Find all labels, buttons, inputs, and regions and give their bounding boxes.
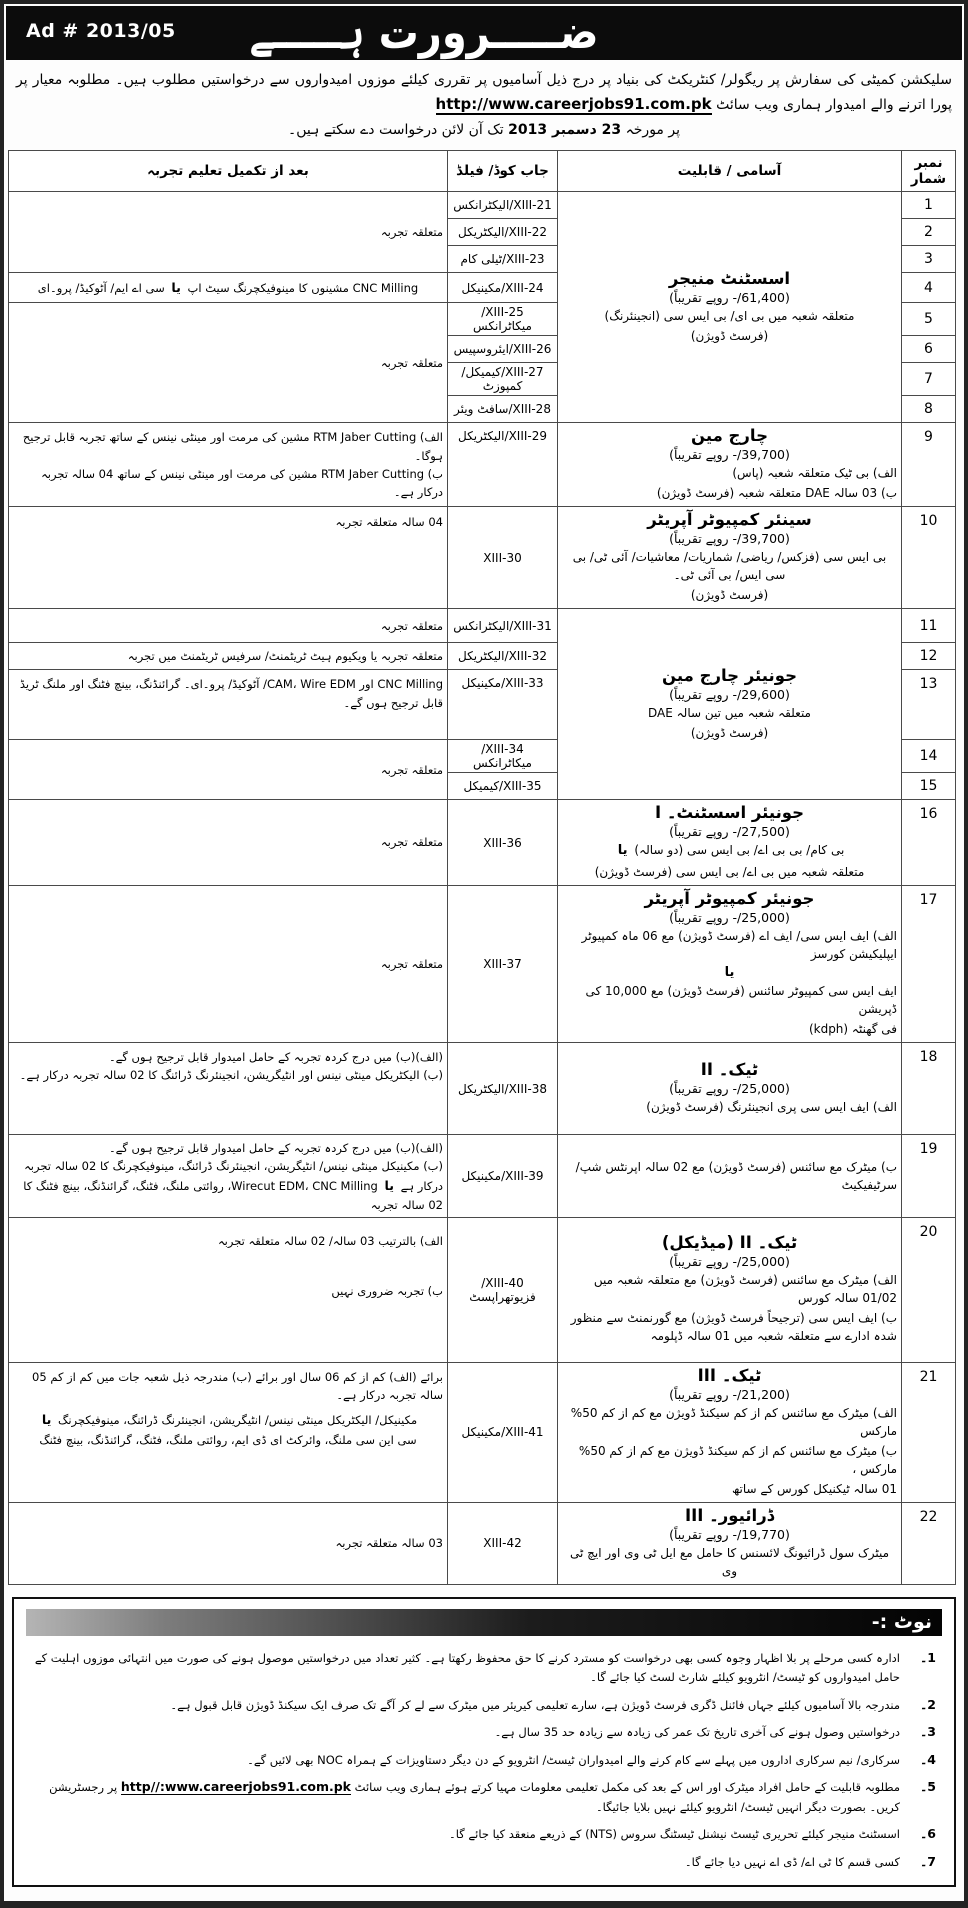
position-cell-tech-3 <box>558 1362 902 1502</box>
table-row <box>9 192 956 219</box>
experience-text: ب) RTM Jaber Cutting مشین کی مرمت اور مینٹی نینس کے ساتھ 04 سالہ تجربہ درکار ہے۔ <box>41 467 443 500</box>
serial-cell: 11 <box>902 609 956 643</box>
note-text: درخواستیں وصول ہونے کی آخری تاریخ تک عمر کی زیادہ سے زیادہ حد 35 سال ہے۔ <box>494 1725 900 1740</box>
position-title: اسسٹنٹ منیجر <box>668 268 791 288</box>
header-bar <box>6 6 962 60</box>
serial-cell: 18 <box>902 1043 956 1135</box>
serial-cell: 5 <box>902 303 956 336</box>
table-row <box>9 1502 956 1584</box>
note-text: کسی قسم کا ٹی اے/ ڈی اے نہیں دیا جائے گا۔ <box>684 1854 900 1869</box>
position-qualification: متعلقہ شعبہ میں بی اے/ بی ایس سی (فرسٹ ڈویژن) <box>594 865 865 880</box>
experience-cell: متعلقہ تجربہ یا ویکیوم ہیٹ ٹریٹمنٹ/ سرفیس ٹریٹمنٹ میں تجربہ <box>9 643 448 670</box>
note-number: 6۔ <box>919 1826 936 1842</box>
website-link[interactable]: http://www.careerjobs91.com.pk <box>435 95 712 114</box>
serial-cell: 3 <box>902 246 956 273</box>
serial-cell: 10 <box>902 507 956 609</box>
job-code-cell: XIII-25/میکاٹرانکس <box>448 303 558 336</box>
position-cell-junior-charge-man <box>558 609 902 800</box>
note-item <box>14 1691 954 1719</box>
job-code-cell: XIII-35/کیمیکل <box>448 773 558 800</box>
column-header-code: جاب کوڈ/ فیلڈ <box>448 151 558 192</box>
position-salary: (39,700/- روپے تقریباً) <box>669 531 790 547</box>
or-word: یا <box>617 843 628 859</box>
serial-cell: 16 <box>902 800 956 886</box>
note-item <box>14 1848 954 1876</box>
experience-cell: متعلقہ تجربہ <box>9 303 448 423</box>
serial-cell: 12 <box>902 643 956 670</box>
deadline-date: 23 دسمبر 2013 <box>508 122 622 139</box>
job-code-cell: XIII-40/فزیوتھراپسٹ <box>448 1217 558 1362</box>
position-salary: (19,770/- روپے تقریباً) <box>669 1526 790 1542</box>
jobs-table <box>8 150 956 1584</box>
position-title: سینئر کمپیوٹر آپریٹر <box>647 510 812 530</box>
position-salary: (27,500/- روپے تقریباً) <box>669 824 790 840</box>
note-text-fragment: مطلوبہ قابلیت کے حامل افراد میٹرک اور اس کے بعد کی مکمل تعلیمی معلومات مہیا کرتے ہوئے ہماری ویب سائٹ <box>354 1780 900 1795</box>
serial-cell: 4 <box>902 273 956 303</box>
position-qualification: الف) بی ٹیک متعلقہ شعبہ (پاس) <box>732 466 897 481</box>
registration-website-link[interactable]: http//:www.careerjobs91.com.pk <box>120 1779 351 1795</box>
position-qualification: فی گھنٹہ (kdph) <box>808 1022 897 1037</box>
table-row <box>9 800 956 886</box>
position-division: (فرسٹ ڈویژن) <box>690 328 769 343</box>
experience-cell <box>9 1043 448 1135</box>
note-number: 1۔ <box>919 1649 936 1665</box>
experience-fragment: (ب) مکینیکل مینٹی نینس/ انٹیگریشن، انجینئرنگ ڈرائنگ، مینوفیکچرنگ کا 02 سالہ تجربہ درکار ہے <box>24 1159 443 1193</box>
serial-cell: 6 <box>902 336 956 363</box>
ad-number: Ad # 2013/05 <box>26 20 176 42</box>
experience-text: الف) بالترتیب 03 سالہ/ 02 سالہ متعلقہ تجربہ <box>217 1233 443 1248</box>
job-code-cell: XIII-21/الیکٹرانکس <box>448 192 558 219</box>
position-title: ڈرائیور۔ III <box>684 1505 775 1525</box>
experience-cell <box>9 1217 448 1362</box>
position-cell-tech-2-medical <box>558 1217 902 1362</box>
table-row <box>9 1362 956 1502</box>
position-qualification: متعلقہ شعبہ میں بی ای/ بی ایس سی (انجینئرنگ) <box>604 308 855 323</box>
position-qualification: ب) 03 سالہ DAE متعلقہ شعبہ (فرسٹ ڈویژن) <box>656 486 897 501</box>
position-qualification: ب) ایف ایس سی (ترجیحاً فرسٹ ڈویژن) مع گورنمنٹ سے منظور شدہ ادارے سے متعلقہ شعبہ میں 01 سالہ ڈپلومہ <box>570 1311 897 1343</box>
job-code-cell: XIII-38/الیکٹریکل <box>448 1043 558 1135</box>
experience-text: (ب) الیکٹریکل مینٹی نینس اور انٹیگریشن، انجینئرنگ ڈرائنگ کا 02 سالہ تجربہ درکار ہے۔ <box>19 1068 443 1083</box>
experience-fragment: Wirecut EDM، CNC Milling، روائتی ملنگ، فٹنگ، گرائنڈنگ، بینچ فٹنگ کا 02 سالہ تجربہ <box>23 1178 443 1213</box>
experience-cell <box>9 1135 448 1217</box>
note-text <box>26 1776 900 1817</box>
position-cell-tech-2b <box>558 1135 902 1217</box>
table-row <box>9 609 956 643</box>
serial-cell: 1 <box>902 192 956 219</box>
experience-text: ب) تجربہ ضروری نہیں <box>331 1283 443 1298</box>
note-item <box>14 1746 954 1774</box>
or-word: یا <box>724 965 735 981</box>
or-word: یا <box>41 1412 52 1428</box>
serial-cell: 13 <box>902 670 956 740</box>
experience-cell: 04 سالہ متعلقہ تجربہ <box>9 507 448 609</box>
position-salary: (25,000/- روپے تقریباً) <box>669 1081 790 1097</box>
note-text: ادارہ کسی مرحلے پر بلا اظہار وجوہ کسی بھی درخواست کو مسترد کرنے کا حق محفوظ رکھتا ہے۔ کثیر تعداد میں درخواستیں موصول ہونے کی صورت میں انتہائی موزوں اہلیت کے حامل امیدواروں کو ٹیسٹ/ انٹرویو کیلئے شارٹ لسٹ کیا جائے گا۔ <box>34 1650 900 1685</box>
experience-cell: متعلقہ تجربہ <box>9 886 448 1043</box>
serial-cell: 14 <box>902 740 956 773</box>
job-code-cell: XIII-42 <box>448 1502 558 1584</box>
page-title: ضـــــرورت ہـــــے <box>249 6 599 60</box>
intro-line2 <box>16 119 952 142</box>
position-salary: (29,600/- روپے تقریباً) <box>669 686 790 702</box>
position-salary: (25,000/- روپے تقریباً) <box>669 1254 790 1269</box>
job-code-cell: XIII-34/میکاٹرانکس <box>448 740 558 773</box>
position-qualification: ایف ایس سی کمپیوٹر سائنس (فرسٹ ڈویژن) مع 10,000 کی ڈپریشن <box>585 984 897 1017</box>
position-cell-senior-computer-operator <box>558 507 902 609</box>
note-number: 2۔ <box>919 1696 936 1712</box>
experience-cell: متعلقہ تجربہ <box>9 192 448 273</box>
column-header-serial: نمبر شمار <box>902 151 956 192</box>
experience-text: CNC Milling مشینوں کا مینوفیکچرنگ سیٹ اپ <box>187 280 419 295</box>
job-code-cell: XIII-23/ٹیلی کام <box>448 246 558 273</box>
column-header-experience: بعد از تکمیل تعلیم تجربہ <box>9 151 448 192</box>
experience-text: برائے (الف) کم از کم 06 سال اور برائے (ب) مندرجہ ذیل شعبہ جات میں کم از کم 05 سالہ تجربہ درکار ہے۔ <box>32 1369 443 1402</box>
notes-label: نوٹ :- <box>871 1610 932 1633</box>
table-row <box>9 1135 956 1217</box>
position-qualification: متعلقہ شعبہ میں تین سالہ DAE <box>648 705 811 720</box>
serial-cell: 19 <box>902 1135 956 1217</box>
experience-cell <box>9 423 448 507</box>
job-code-cell: XIII-36 <box>448 800 558 886</box>
serial-cell: 7 <box>902 363 956 396</box>
note-number: 5۔ <box>919 1779 936 1795</box>
position-cell-charge-man <box>558 423 902 507</box>
experience-text: (الف)(ب) میں درج کردہ تجربہ کے حامل امیدوار قابل ترجیح ہوں گے۔ <box>108 1050 443 1065</box>
position-title: ٹیک۔ III <box>697 1365 762 1385</box>
position-title: ٹیک۔ II (میڈیکل) <box>661 1233 798 1252</box>
experience-cell: 03 سالہ متعلقہ تجربہ <box>9 1502 448 1584</box>
job-code-cell: XIII-39/مکینیکل <box>448 1135 558 1217</box>
position-cell-driver-3 <box>558 1502 902 1584</box>
table-row <box>9 1217 956 1362</box>
serial-cell: 17 <box>902 886 956 1043</box>
serial-cell: 15 <box>902 773 956 800</box>
experience-cell: CNC Milling اور CAM، Wire EDM/ آٹوکیڈ/ پرو۔ای۔ گرائنڈنگ، بینچ فٹنگ اور ملنگ ٹریڈ قابل ترجیح ہوں گے۔ <box>9 670 448 740</box>
job-code-cell: XIII-28/سافٹ ویئر <box>448 396 558 423</box>
experience-cell: متعلقہ تجربہ <box>9 800 448 886</box>
job-code-cell: XIII-31/الیکٹرانکس <box>448 609 558 643</box>
position-division: (فرسٹ ڈویژن) <box>690 725 769 740</box>
or-word: یا <box>171 279 181 295</box>
note-text: اسسٹنٹ منیجر کیلئے تحریری ٹیسٹ نیشنل ٹیسٹنگ سروس (NTS) کے ذریعے منعقد کیا جائے گا۔ <box>449 1827 900 1842</box>
note-item <box>14 1644 954 1691</box>
position-salary: (39,700/- روپے تقریباً) <box>669 447 790 463</box>
position-qualification: 01 سالہ ٹیکنیکل کورس کے ساتھ <box>731 1481 897 1496</box>
position-title: چارج مین <box>690 426 769 446</box>
intro-line2-pre: پر مورخہ <box>625 122 680 139</box>
or-word: یا <box>384 1177 394 1193</box>
position-qualification: الف) ایف ایس سی/ ایف اے (فرسٹ ڈویژن) مع 06 ماہ کمپیوٹر ایپلیکیشن کورسز <box>581 929 897 962</box>
job-code-cell: XIII-30 <box>448 507 558 609</box>
qualification-text: بی کام/ بی بی اے/ بی ایس سی (دو سالہ) <box>634 843 845 858</box>
serial-cell: 21 <box>902 1362 956 1502</box>
position-salary: (61,400/- روپے تقریباً) <box>669 289 790 305</box>
position-salary: (21,200/- روپے تقریباً) <box>669 1386 790 1402</box>
experience-text <box>13 1157 443 1214</box>
position-qualification: میٹرک سول ڈرائیونگ لائسنس کا حامل مع ایل ٹی وی اور ایچ ٹی وی <box>569 1545 890 1578</box>
experience-cell <box>9 273 448 303</box>
experience-cell: متعلقہ تجربہ <box>9 740 448 800</box>
position-title: جونیئر اسسٹنٹ۔ I <box>654 803 805 823</box>
note-item <box>14 1820 954 1848</box>
note-text: سرکاری/ نیم سرکاری اداروں میں پہلے سے کام کرنے والے امیدواران ٹیسٹ/ انٹرویو کے دن دیگر دستاویزات کے ہمراہ NOC بھی لائیں گے۔ <box>247 1752 900 1767</box>
column-header-position: آسامی / قابلیت <box>558 151 902 192</box>
experience-cell <box>9 1362 448 1502</box>
job-code-cell: XIII-27/کیمیکل/کمپوزٹ <box>448 363 558 396</box>
position-cell-tech-2 <box>558 1043 902 1135</box>
job-code-cell: XIII-41/مکینیکل <box>448 1362 558 1502</box>
notes-section <box>12 1597 956 1888</box>
experience-fragment: مکینیکل/ الیکٹریکل مینٹی نینس/ انٹیگریشن، انجینئرنگ ڈرائنگ، مینوفیکچرنگ <box>58 1413 418 1428</box>
serial-cell: 2 <box>902 219 956 246</box>
experience-cell: متعلقہ تجربہ <box>9 609 448 643</box>
intro-line2-post: تک آن لائن درخواست دے سکتے ہیں۔ <box>288 122 504 139</box>
position-division: (فرسٹ ڈویژن) <box>690 588 769 603</box>
position-qualification: الف) میٹرک مع سائنس کم از کم سیکنڈ ڈویژن مع کم از کم 50% مارکس <box>570 1405 897 1438</box>
experience-text: الف) RTM Jaber Cutting مشین کی مرمت اور مینٹی نینس کے ساتھ تجربہ قابل ترجیح ہوگا۔ <box>22 430 443 463</box>
job-code-cell: XIII-26/ایئروسپیس <box>448 336 558 363</box>
position-qualification: الف) ایف ایس سی پری انجینئرنگ (فرسٹ ڈویژن) <box>646 1100 897 1115</box>
note-number: 3۔ <box>919 1724 936 1740</box>
table-header-row <box>9 151 956 192</box>
job-code-cell: XIII-33/مکینیکل <box>448 670 558 740</box>
job-code-cell: XIII-37 <box>448 886 558 1043</box>
experience-text: (الف)(ب) میں درج کردہ تجربہ کے حامل امیدوار قابل ترجیح ہوں گے۔ <box>108 1141 443 1156</box>
note-text: مندرجہ بالا آسامیوں کیلئے جہاں فائنل ڈگری فرسٹ ڈویژن ہے، سارے تعلیمی کیریئر میں میٹرک سے لے کر آگے تک صرف ایک سیکنڈ ڈویژن قابل قبول ہے۔ <box>170 1697 900 1712</box>
position-cell-assistant-manager <box>558 192 902 423</box>
note-item <box>14 1718 954 1746</box>
notes-header-bar <box>26 1609 942 1636</box>
note-item <box>14 1773 954 1820</box>
position-qualification: ب) میٹرک مع سائنس (فرسٹ ڈویژن) مع 02 سالہ اپرنٹس شپ/ سرٹیفیکیٹ <box>575 1159 897 1192</box>
intro-line1 <box>16 69 952 117</box>
serial-cell: 9 <box>902 423 956 507</box>
position-qualification: الف) میٹرک مع سائنس (فرسٹ ڈویژن) مع متعلقہ شعبہ میں 01/02 سالہ کورس <box>593 1273 897 1305</box>
note-text-fragment: پر رجسٹریشن کریں۔ بصورت دیگر انہیں ٹیسٹ/ انٹرویو کیلئے نہیں بلایا جائیگا۔ <box>49 1780 900 1814</box>
job-code-cell: XIII-29/الیکٹریکل <box>448 423 558 507</box>
table-row <box>9 886 956 1043</box>
serial-cell: 22 <box>902 1502 956 1584</box>
job-code-cell: XIII-32/الیکٹریکل <box>448 643 558 670</box>
position-qualification <box>562 841 897 861</box>
table-row <box>9 507 956 609</box>
serial-cell: 20 <box>902 1217 956 1362</box>
job-code-cell: XIII-24/مکینیکل <box>448 273 558 303</box>
experience-text: سی اے ایم/ آٹوکیڈ/ پرو۔ای <box>37 280 165 295</box>
note-number: 4۔ <box>919 1751 936 1767</box>
position-qualification: ب) میٹرک مع سائنس کم از کم سیکنڈ ڈویژن مع کم از کم 50% مارکس ، <box>578 1443 897 1476</box>
position-salary: (25,000/- روپے تقریباً) <box>669 910 790 926</box>
intro-text: سلیکشن کمیٹی کی سفارش پر ریگولر/ کنٹریکٹ کی بنیاد پر درج ذیل آسامیوں پر تقرری کیلئے موزوں امیدواروں سے درخواستیں مطلوب ہیں۔ مطلوبہ معیار پر پورا اترنے والے امیدوار ہماری ویب سائٹ <box>16 72 952 114</box>
position-cell-junior-assistant <box>558 800 902 886</box>
intro-paragraph <box>4 62 964 145</box>
table-row <box>9 423 956 507</box>
experience-text <box>13 1410 443 1430</box>
position-title: ٹیک۔ II <box>700 1060 759 1080</box>
job-code-cell: XIII-22/الیکٹریکل <box>448 219 558 246</box>
note-number: 7۔ <box>919 1853 936 1869</box>
position-cell-junior-computer-operator <box>558 886 902 1043</box>
serial-cell: 8 <box>902 396 956 423</box>
position-title: جونیئر کمپیوٹر آپریٹر <box>644 889 815 909</box>
position-qualification: بی ایس سی (فزکس/ ریاضی/ شماریات/ معاشیات/ آئی ٹی/ بی سی ایس/ بی آئی ٹی۔ <box>572 550 887 583</box>
experience-text: سی این سی ملنگ، وائرکٹ ای ڈی ایم، روائتی ملنگ، فٹنگ، گرائنڈنگ، بینچ فٹنگ <box>39 1432 417 1447</box>
position-title: جونیئر چارج مین <box>662 665 797 685</box>
table-row <box>9 1043 956 1135</box>
